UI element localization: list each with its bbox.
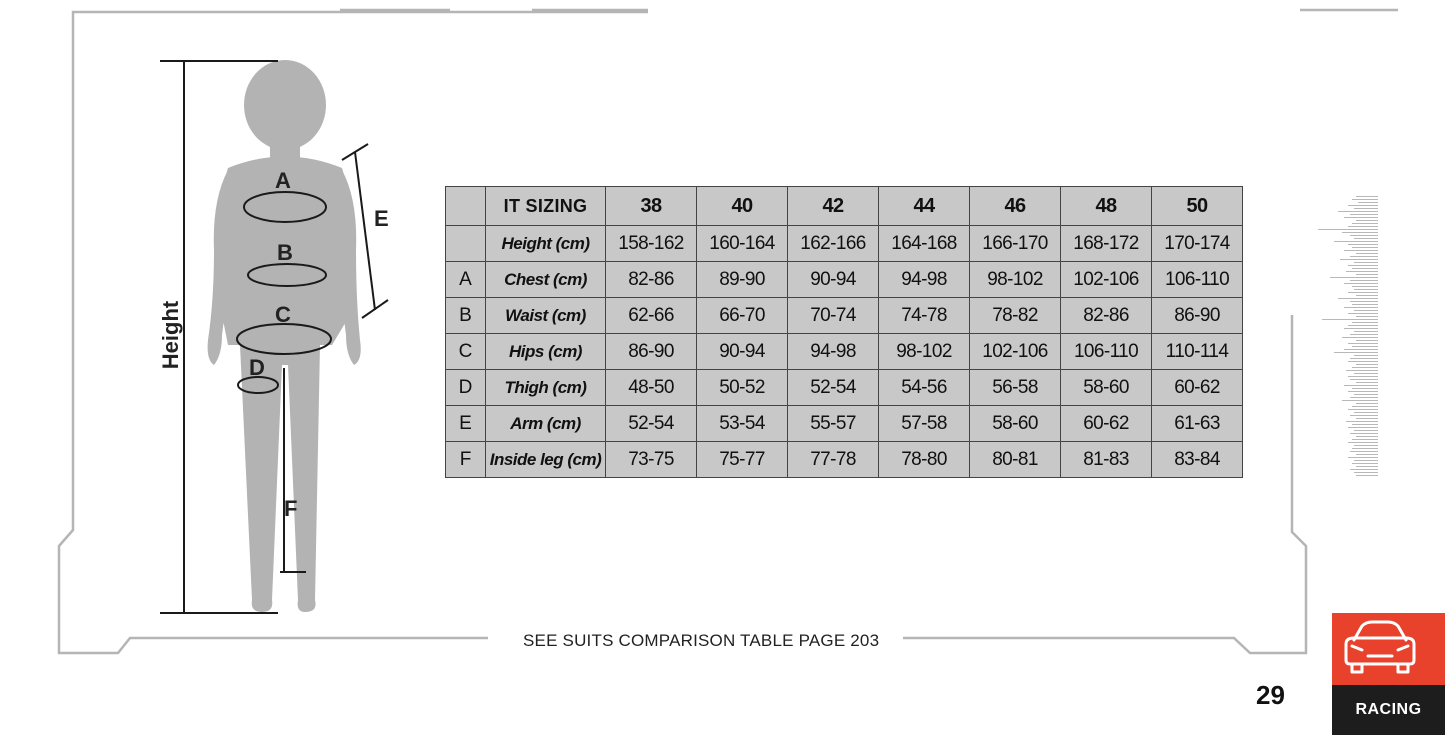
- header-size-cell: 50: [1152, 187, 1243, 226]
- barcode-stripe: [1356, 418, 1378, 419]
- barcode-stripe: [1352, 406, 1378, 407]
- barcode-stripe: [1352, 388, 1378, 389]
- value-cell: 80-81: [970, 442, 1061, 478]
- barcode-decoration: [1312, 196, 1378, 480]
- value-cell: 70-74: [788, 298, 879, 334]
- barcode-stripe: [1350, 280, 1378, 281]
- value-cell: 102-106: [1061, 262, 1152, 298]
- table-row: [446, 298, 1243, 334]
- value-cell: 50-52: [697, 370, 788, 406]
- barcode-stripe: [1350, 301, 1378, 302]
- header-size-cell: 40: [697, 187, 788, 226]
- barcode-stripe: [1344, 217, 1378, 218]
- car-icon: [1340, 618, 1420, 678]
- marker-e: E: [374, 206, 389, 231]
- header-letter-cell: [446, 187, 486, 226]
- barcode-stripe: [1356, 316, 1378, 317]
- value-cell: 75-77: [697, 442, 788, 478]
- barcode-stripe: [1358, 202, 1378, 203]
- value-cell: 164-168: [879, 226, 970, 262]
- barcode-stripe: [1334, 241, 1378, 242]
- barcode-stripe: [1334, 352, 1378, 353]
- barcode-stripe: [1356, 364, 1378, 365]
- barcode-stripe: [1356, 382, 1378, 383]
- header-size-cell: 48: [1061, 187, 1152, 226]
- value-cell: 98-102: [879, 334, 970, 370]
- barcode-stripe: [1352, 424, 1378, 425]
- row-label-cell: Arm (cm): [486, 406, 606, 442]
- barcode-stripe: [1348, 292, 1378, 293]
- barcode-stripe: [1352, 448, 1378, 449]
- value-cell: 98-102: [970, 262, 1061, 298]
- value-cell: 170-174: [1152, 226, 1243, 262]
- barcode-stripe: [1338, 211, 1378, 212]
- barcode-stripe: [1356, 340, 1378, 341]
- barcode-stripe: [1350, 358, 1378, 359]
- barcode-stripe: [1350, 256, 1378, 257]
- value-cell: 82-86: [1061, 298, 1152, 334]
- barcode-stripe: [1348, 391, 1378, 392]
- value-cell: 78-82: [970, 298, 1061, 334]
- barcode-stripe: [1338, 298, 1378, 299]
- value-cell: 61-63: [1152, 406, 1243, 442]
- barcode-stripe: [1354, 331, 1378, 332]
- row-letter-cell: B: [446, 298, 486, 334]
- barcode-stripe: [1350, 334, 1378, 335]
- barcode-stripe: [1350, 469, 1378, 470]
- value-cell: 54-56: [879, 370, 970, 406]
- table-row: [446, 370, 1243, 406]
- row-letter-cell: D: [446, 370, 486, 406]
- barcode-stripe: [1348, 244, 1378, 245]
- value-cell: 77-78: [788, 442, 879, 478]
- header-size-cell: 44: [879, 187, 970, 226]
- value-cell: 86-90: [606, 334, 697, 370]
- barcode-stripe: [1350, 379, 1378, 380]
- barcode-stripe: [1354, 238, 1378, 239]
- row-label-cell: Chest (cm): [486, 262, 606, 298]
- barcode-stripe: [1348, 265, 1378, 266]
- value-cell: 66-70: [697, 298, 788, 334]
- barcode-stripe: [1356, 403, 1378, 404]
- barcode-stripe: [1348, 361, 1378, 362]
- barcode-stripe: [1322, 319, 1378, 320]
- value-cell: 52-54: [788, 370, 879, 406]
- barcode-stripe: [1354, 262, 1378, 263]
- row-letter-cell: C: [446, 334, 486, 370]
- barcode-stripe: [1350, 451, 1378, 452]
- value-cell: 89-90: [697, 262, 788, 298]
- barcode-stripe: [1344, 250, 1378, 251]
- barcode-stripe: [1354, 310, 1378, 311]
- row-letter-cell: E: [446, 406, 486, 442]
- barcode-stripe: [1352, 268, 1378, 269]
- barcode-stripe: [1348, 325, 1378, 326]
- barcode-stripe: [1348, 205, 1378, 206]
- barcode-stripe: [1356, 436, 1378, 437]
- row-label-cell: Inside leg (cm): [486, 442, 606, 478]
- barcode-stripe: [1352, 367, 1378, 368]
- barcode-stripe: [1342, 232, 1378, 233]
- table-row: [446, 262, 1243, 298]
- body-figure: [150, 50, 410, 630]
- barcode-stripe: [1352, 463, 1378, 464]
- barcode-stripe: [1348, 226, 1378, 227]
- barcode-stripe: [1348, 427, 1378, 428]
- table-row: [446, 226, 1243, 262]
- barcode-stripe: [1354, 445, 1378, 446]
- value-cell: 53-54: [697, 406, 788, 442]
- barcode-stripe: [1352, 346, 1378, 347]
- barcode-stripe: [1354, 412, 1378, 413]
- value-cell: 86-90: [1152, 298, 1243, 334]
- barcode-stripe: [1356, 466, 1378, 467]
- marker-c: C: [275, 302, 291, 327]
- barcode-stripe: [1348, 376, 1378, 377]
- value-cell: 106-110: [1061, 334, 1152, 370]
- row-label-cell: Thigh (cm): [486, 370, 606, 406]
- value-cell: 94-98: [879, 262, 970, 298]
- value-cell: 57-58: [879, 406, 970, 442]
- barcode-stripe: [1318, 229, 1378, 230]
- value-cell: 56-58: [970, 370, 1061, 406]
- barcode-stripe: [1340, 259, 1378, 260]
- barcode-stripe: [1356, 220, 1378, 221]
- value-cell: 55-57: [788, 406, 879, 442]
- table-row: [446, 334, 1243, 370]
- barcode-stripe: [1352, 199, 1378, 200]
- barcode-stripe: [1352, 322, 1378, 323]
- value-cell: 168-172: [1061, 226, 1152, 262]
- barcode-stripe: [1356, 253, 1378, 254]
- comparison-note: SEE SUITS COMPARISON TABLE PAGE 203: [523, 631, 880, 650]
- barcode-stripe: [1346, 370, 1378, 371]
- barcode-stripe: [1352, 223, 1378, 224]
- barcode-stripe: [1344, 385, 1378, 386]
- barcode-stripe: [1350, 433, 1378, 434]
- barcode-stripe: [1352, 286, 1378, 287]
- header-size-cell: 42: [788, 187, 879, 226]
- barcode-stripe: [1348, 442, 1378, 443]
- value-cell: 160-164: [697, 226, 788, 262]
- header-size-cell: 46: [970, 187, 1061, 226]
- header-label-cell: IT SIZING: [486, 187, 606, 226]
- value-cell: 48-50: [606, 370, 697, 406]
- barcode-stripe: [1342, 337, 1378, 338]
- barcode-stripe: [1344, 328, 1378, 329]
- barcode-stripe: [1344, 349, 1378, 350]
- row-letter-cell: F: [446, 442, 486, 478]
- value-cell: 162-166: [788, 226, 879, 262]
- barcode-stripe: [1348, 343, 1378, 344]
- value-cell: 110-114: [1152, 334, 1243, 370]
- value-cell: 90-94: [788, 262, 879, 298]
- marker-a: A: [275, 168, 291, 193]
- barcode-stripe: [1350, 214, 1378, 215]
- barcode-stripe: [1330, 277, 1378, 278]
- value-cell: 158-162: [606, 226, 697, 262]
- barcode-stripe: [1356, 454, 1378, 455]
- size-table: [445, 186, 1243, 478]
- value-cell: 102-106: [970, 334, 1061, 370]
- height-label: Height: [158, 300, 183, 370]
- section-badge-label: RACING: [1332, 685, 1445, 735]
- value-cell: 94-98: [788, 334, 879, 370]
- barcode-stripe: [1356, 196, 1378, 197]
- barcode-stripe: [1356, 274, 1378, 275]
- barcode-stripe: [1352, 304, 1378, 305]
- barcode-stripe: [1354, 472, 1378, 473]
- barcode-stripe: [1348, 313, 1378, 314]
- row-label-cell: Waist (cm): [486, 298, 606, 334]
- barcode-stripe: [1354, 355, 1378, 356]
- barcode-stripe: [1354, 394, 1378, 395]
- value-cell: 83-84: [1152, 442, 1243, 478]
- barcode-stripe: [1350, 415, 1378, 416]
- value-cell: 58-60: [1061, 370, 1152, 406]
- value-cell: 58-60: [970, 406, 1061, 442]
- value-cell: 78-80: [879, 442, 970, 478]
- value-cell: 73-75: [606, 442, 697, 478]
- barcode-stripe: [1354, 208, 1378, 209]
- table-header-row: [446, 187, 1243, 226]
- row-label-cell: Hips (cm): [486, 334, 606, 370]
- barcode-stripe: [1346, 271, 1378, 272]
- barcode-stripe: [1354, 460, 1378, 461]
- table-row: [446, 442, 1243, 478]
- value-cell: 166-170: [970, 226, 1061, 262]
- marker-f: F: [284, 496, 298, 521]
- barcode-stripe: [1346, 421, 1378, 422]
- barcode-stripe: [1348, 409, 1378, 410]
- value-cell: 62-66: [606, 298, 697, 334]
- value-cell: 82-86: [606, 262, 697, 298]
- barcode-stripe: [1356, 475, 1378, 476]
- barcode-stripe: [1344, 283, 1378, 284]
- barcode-stripe: [1350, 397, 1378, 398]
- value-cell: 106-110: [1152, 262, 1243, 298]
- value-cell: 81-83: [1061, 442, 1152, 478]
- row-label-cell: Height (cm): [486, 226, 606, 262]
- barcode-stripe: [1348, 457, 1378, 458]
- barcode-stripe: [1354, 430, 1378, 431]
- barcode-stripe: [1350, 235, 1378, 236]
- value-cell: 60-62: [1152, 370, 1243, 406]
- barcode-stripe: [1344, 307, 1378, 308]
- row-letter-cell: [446, 226, 486, 262]
- barcode-stripe: [1342, 400, 1378, 401]
- marker-d: D: [249, 355, 265, 380]
- barcode-stripe: [1354, 289, 1378, 290]
- value-cell: 74-78: [879, 298, 970, 334]
- barcode-stripe: [1352, 247, 1378, 248]
- header-size-cell: 38: [606, 187, 697, 226]
- table-row: [446, 406, 1243, 442]
- row-letter-cell: A: [446, 262, 486, 298]
- barcode-stripe: [1354, 373, 1378, 374]
- page-number: 29: [1256, 680, 1285, 710]
- value-cell: 90-94: [697, 334, 788, 370]
- barcode-stripe: [1352, 439, 1378, 440]
- value-cell: 52-54: [606, 406, 697, 442]
- value-cell: 60-62: [1061, 406, 1152, 442]
- marker-b: B: [277, 240, 293, 265]
- barcode-stripe: [1356, 295, 1378, 296]
